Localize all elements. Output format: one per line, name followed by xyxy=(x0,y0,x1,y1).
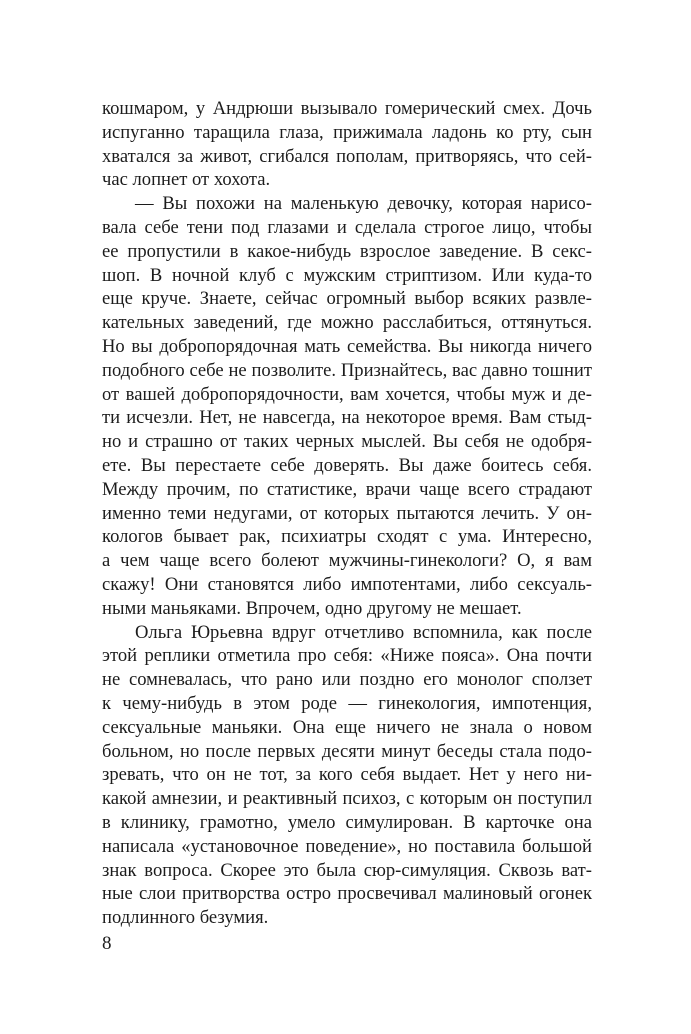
text-line: подобного себе не позволите. Признайтесь, вас давно тошнит xyxy=(102,359,592,381)
text-line: какой амнезии, и реактивный психоз, с которым он поступил xyxy=(102,788,592,810)
text-line: час лопнет от хохота. xyxy=(102,169,271,191)
text-line: к чему-нибудь в этом роде — гинекология, импотенция, xyxy=(102,692,592,714)
text-line: написала «установочное поведение», но поставила большой xyxy=(102,835,592,857)
text-line: именно теми недугами, от которых пытаются лечить. У он- xyxy=(102,502,592,524)
text-line: от вашей добропорядочности, вам хочется, чтобы муж и де- xyxy=(102,383,592,405)
text-line: ти исчезли. Нет, не навсегда, на некоторое время. Вам стыд- xyxy=(102,407,592,429)
body-text xyxy=(102,97,592,930)
text-line: — Вы похожи на маленькую девочку, которая нарисо- xyxy=(135,193,592,215)
text-line: но и страшно от таких черных мыслей. Вы себя не одобря- xyxy=(102,431,592,453)
text-line: Но вы добропорядочная мать семейства. Вы никогда ничего xyxy=(102,335,592,357)
page-number: 8 xyxy=(102,933,112,954)
text-line: кательных заведений, где можно расслабиться, оттянуться. xyxy=(102,312,592,334)
text-line: больном, но после первых десяти минут беседы стала подо- xyxy=(102,740,592,762)
text-line: сексуальные маньяки. Она еще ничего не знала о новом xyxy=(102,716,592,738)
text-line: этой реплики отметила про себя: «Ниже пояса». Она почти xyxy=(102,645,592,667)
text-line: в клинику, грамотно, умело симулирован. В карточке она xyxy=(102,811,592,833)
text-line: Ольга Юрьевна вдруг отчетливо вспомнила, как после xyxy=(135,621,592,643)
text-line: ее пропустили в какое-нибудь взрослое заведение. В секс- xyxy=(102,240,592,262)
text-line: ные слои притворства остро просвечивал малиновый огонек xyxy=(102,883,592,905)
text-line: ете. Вы перестаете себе доверять. Вы даже боитесь себя. xyxy=(102,454,592,476)
text-line: скажу! Они становятся либо импотентами, либо сексуаль- xyxy=(102,573,592,595)
text-line: а чем чаще всего болеют мужчины-гинекологи? О, я вам xyxy=(102,550,592,572)
text-line: кологов бывает рак, психиатры сходят с ума. Интересно, xyxy=(102,526,592,548)
text-line: ными маньяками. Впрочем, одно другому не мешает. xyxy=(102,597,522,619)
text-line: шоп. В ночной клуб с мужским стриптизом. Или куда-то xyxy=(102,264,592,286)
text-line: кошмаром, у Андрюши вызывало гомерический смех. Дочь xyxy=(102,98,592,119)
text-line: подлинного безумия. xyxy=(102,907,269,929)
text-line: Между прочим, по статистике, врачи чаще всего страдают xyxy=(102,478,592,500)
text-line: знак вопроса. Скорее это была сюр-симуляция. Сквозь ват- xyxy=(102,859,592,881)
text-line: не сомневалась, что рано или поздно его монолог сползет xyxy=(102,669,592,691)
text-line: еще круче. Знаете, сейчас огромный выбор всяких развле- xyxy=(102,288,592,310)
text-line: вала себе тени под глазами и сделала строгое лицо, чтобы xyxy=(102,216,592,238)
text-line: зревать, что он не тот, за кого себя выдает. Нет у него ни- xyxy=(102,764,592,786)
text-line: хватался за живот, сгибался пополам, притворяясь, что сей- xyxy=(102,145,592,167)
text-line: испуганно таращила глаза, прижимала ладонь ко рту, сын xyxy=(102,121,592,143)
